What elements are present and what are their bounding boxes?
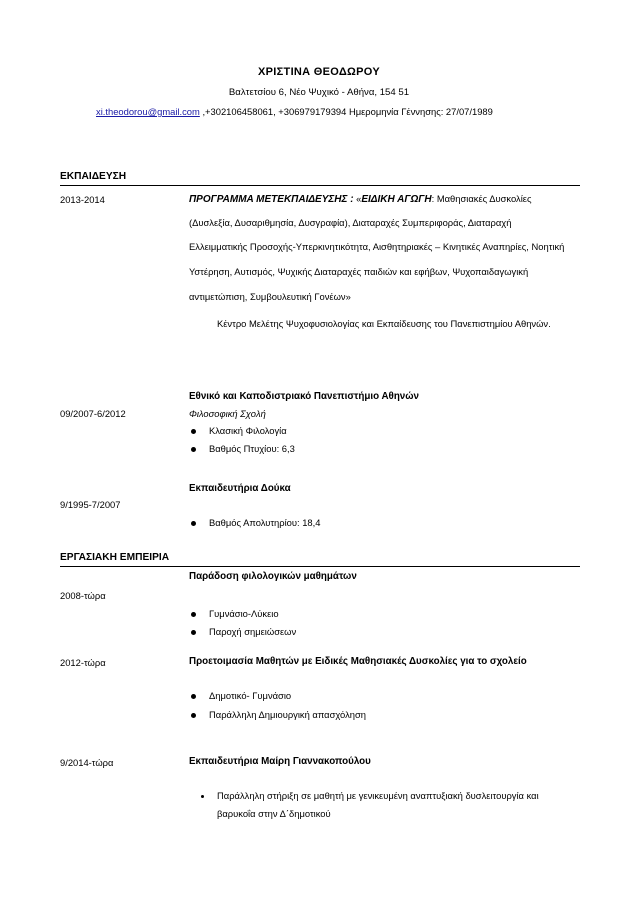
program-desc-start: : Μαθησιακές Δυσκολίες <box>431 193 532 204</box>
entry-date: 2008-τώρα <box>60 590 106 601</box>
bullet-icon <box>191 429 196 434</box>
program-title-line <box>189 193 532 205</box>
bullet-icon <box>191 447 196 452</box>
list-item: Βαθμός Απολυτηρίου: 18,4 <box>209 517 321 528</box>
bullet-icon <box>201 795 204 798</box>
job-title: Προετοιμασία Μαθητών με Ειδικές Μαθησιακές Δυσκολίες για το σχολείο <box>189 656 527 667</box>
entry-date: 9/1995-7/2007 <box>60 499 121 510</box>
contact-line <box>96 106 493 117</box>
list-item: Παράλληλη στήριξη σε μαθητή με γενικευμένη αναπτυξιακή δυσλειτουργία και <box>217 790 539 801</box>
list-item: Δημοτικό- Γυμνάσιο <box>209 690 292 701</box>
bullet-icon <box>191 713 196 718</box>
address: Βαλτετσίου 6, Νέο Ψυχικό - Αθήνα, 154 51 <box>228 87 410 98</box>
section-title-experience: ΕΡΓΑΣΙΑΚΗ ΕΜΠΕΙΡΙΑ <box>60 552 170 563</box>
bullet-icon <box>191 612 196 617</box>
phones-and-birthdate: ,+302106458061, +306979179394 Ημερομηνία Γέννησης: 27/07/1989 <box>199 106 493 117</box>
entry-date: 09/2007-6/2012 <box>60 408 126 419</box>
program-institution: Κέντρο Μελέτης Ψυχοφυσιολογίας και Εκπαίδευσης του Πανεπιστημίου Αθηνών. <box>217 318 551 329</box>
program-desc-line: αντιμετώπιση, Συμβουλευτική Γονέων» <box>189 291 351 302</box>
university-name: Εθνικό και Καποδιστριακό Πανεπιστήμιο Αθηνών <box>189 391 419 402</box>
program-specialty: ΕΙΔΙΚΗ ΑΓΩΓΗ <box>361 194 432 205</box>
entry-date: 2012-τώρα <box>60 657 106 668</box>
list-item: Παροχή σημειώσεων <box>209 626 297 637</box>
list-item: Γυμνάσιο-Λύκειο <box>209 608 279 619</box>
section-divider <box>60 185 580 186</box>
program-quote: « <box>353 193 362 204</box>
bullet-icon <box>191 694 196 699</box>
school-name: Φιλοσοφική Σχολή <box>189 408 266 419</box>
job-title: Παράδοση φιλολογικών μαθημάτων <box>189 571 357 582</box>
job-title: Εκπαιδευτήρια Μαίρη Γιαννακοπούλου <box>189 756 371 767</box>
list-item: Παράλληλη Δημιουργική απασχόληση <box>209 709 366 720</box>
program-desc-line: Ελλειμματικής Προσοχής-Υπερκινητικότητα, Αισθητηριακές – Κινητικές Αναπηρίες, Νοητική <box>189 241 565 252</box>
bullet-icon <box>191 521 196 526</box>
program-desc-line: (Δυσλεξία, Δυσαριθμησία, Δυσγραφία), Διαταραχές Συμπεριφοράς, Διαταραχή <box>189 217 512 228</box>
section-title-education: ΕΚΠΑΙΔΕΥΣΗ <box>60 171 127 182</box>
cv-name: ΧΡΙΣΤΙΝΑ ΘΕΟΔΩΡΟΥ <box>258 66 380 78</box>
program-desc-line: Υστέρηση, Αυτισμός, Ψυχικής Διαταραχές παιδιών και εφήβων, Ψυχοπαιδαγωγική <box>189 266 529 277</box>
entry-date: 9/2014-τώρα <box>60 757 114 768</box>
school-name: Εκπαιδευτήρια Δούκα <box>189 483 291 494</box>
bullet-icon <box>191 630 196 635</box>
email-link[interactable]: xi.theodorou@gmail.com <box>96 106 200 117</box>
program-label: ΠΡΟΓΡΑΜΜΑ ΜΕΤΕΚΠΑΙΔΕΥΣΗΣ : <box>189 194 354 205</box>
list-item-continuation: βαρυκοΐα στην Δ΄δημοτικού <box>217 808 331 819</box>
list-item: Βαθμός Πτυχίου: 6,3 <box>209 443 295 454</box>
list-item: Κλασική Φιλολογία <box>209 425 287 436</box>
section-divider <box>60 566 580 567</box>
entry-date: 2013-2014 <box>60 194 105 205</box>
